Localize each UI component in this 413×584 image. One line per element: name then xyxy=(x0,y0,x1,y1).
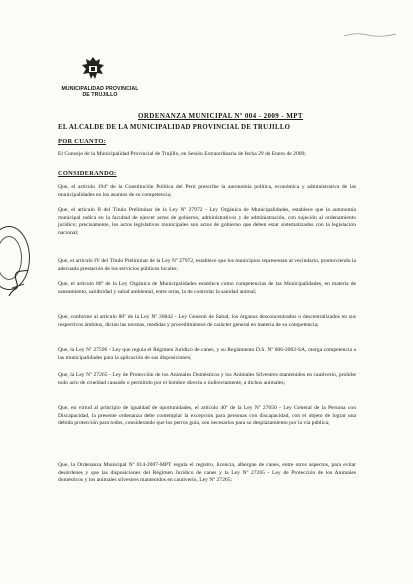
paragraph-4: Que, el artículo 80º de la Ley Orgánica de Municipalidades establece como competencias de las Municipalidades, en materia de saneamiento, salubridad y salud ambiental, entre otras, la de controlar la sanidad animal; xyxy=(58,281,356,295)
document-title: ORDENANZA MUNICIPAL Nº 004 - 2009 - MPT xyxy=(138,112,303,120)
paragraph-2: Que, el artículo II del Título Preliminar de la Ley Nº 27972 - Ley Orgánica de Municipalidades, establece que la autonomía municipal radica en la facultad de ejercer actos de gobierno, administrativos y de administración, con sujeción al ordenamiento jurídico; precisamente, los actos legislativos municipales son actos de gobierno que deben estar sistematizados con la legislación nacional; xyxy=(58,207,356,236)
scan-mark xyxy=(342,30,398,40)
intro-paragraph: El Concejo de la Municipalidad Provincial de Trujillo, en Sesión Extraordinaria de fecha 29 de Enero de 2009; xyxy=(58,151,306,157)
municipal-crest-icon xyxy=(80,56,106,82)
considerando-label: CONSIDERANDO: xyxy=(58,170,117,177)
institution-name xyxy=(60,86,140,98)
paragraph-3: Que, el artículo IV del Título Preliminar de la Ley Nº 27972, establece que los municipios representan al vecindario, promoviendo la adecuada prestación de los servicios públicos locales; xyxy=(58,258,356,272)
handwritten-signature xyxy=(6,266,32,302)
issuer-heading: EL ALCALDE DE LA MUNICIPALIDAD PROVINCIAL DE TRUJILLO xyxy=(58,124,291,131)
paragraph-7: Que, la Ley Nº 27265 - Ley de Protección de los Animales Domésticos y los Animales Silvestres mantenidos en cautiverio, prohíbe todo acto de crueldad causado o permitido por el hombre directa o indirectamente, a dichos animales; xyxy=(58,372,356,386)
paragraph-9: Que, la Ordenanza Municipal Nº 014-2007-MPT regula el registro, licencia, albergue de canes, entre otros aspectos, para evitar desórdenes y que las disposiciones del Régimen Jurídico de canes y la Ley Nº 27265 - Ley de Protección de los Animales domésticos y los animales silvestres mantenidos en cautiverio, Ley Nº 27265; xyxy=(58,462,356,484)
institution-line-1: MUNICIPALIDAD PROVINCIAL xyxy=(61,86,139,92)
paragraph-6: Que, la Ley Nº 27596 - Ley que regula el Régimen Jurídico de canes, y su Reglamento D.S. Nº 006-2002-SA, otorga competencia a las municipalidades para la aplicación de sus disposiciones; xyxy=(58,347,356,361)
paragraph-1: Que, el artículo 194º de la Constitución Política del Perú prescribe la autonomía política, económica y administrativa de las municipalidades en los asuntos de su competencia; xyxy=(58,184,356,198)
institution-line-2: DE TRUJILLO xyxy=(82,92,118,98)
paragraph-5: Que, conforme al artículo 80º de la Ley Nº 26842 - Ley General de Salud, los órganos desconcentrados o descentralizados en sus respectivos ámbitos, dictan las normas, medidas y procedimientos de carácter general en materia de su competencia; xyxy=(58,314,356,328)
por-cuanto-label: POR CUANTO: xyxy=(58,138,107,145)
paragraph-8: Que, en virtud al principio de igualdad de oportunidades, el artículo 40º de la Ley Nº 27050 - Ley General de la Persona con Discapacidad, la presente ordenanza debe contemplar la excepción para personas con discapacidad, con el objeto de lograr una debida protección para todos, considerando que los perros guía, son necesarios para su desplazamiento por la vía pública; xyxy=(58,405,356,427)
